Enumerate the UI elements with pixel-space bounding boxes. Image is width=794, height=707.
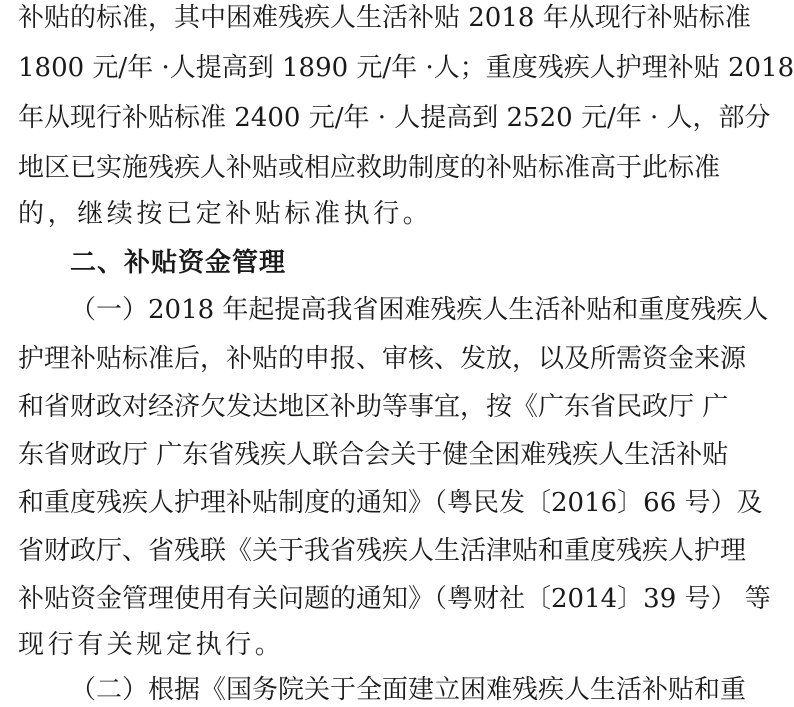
- text-line: （一）2018 年起提高我省困难残疾人生活补贴和重度残疾人: [70, 295, 769, 325]
- text-line: 省财政厅、省残联《关于我省残疾人生活津贴和重度残疾人护理: [18, 536, 747, 566]
- text-line: 和省财政对经济欠发达地区补助等事宜，按《广东省民政厅 广: [18, 392, 729, 422]
- text-line: 1800 元/年 ·人提高到 1890 元/年 ·人；重度残疾人护理补贴 2018: [18, 53, 794, 83]
- text-line: 补贴的标准，其中困难残疾人生活补贴 2018 年从现行补贴标准: [18, 3, 751, 33]
- text-line: 和重度残疾人护理补贴制度的通知》（粤民发〔2016〕66 号）及: [18, 488, 763, 518]
- text-line: 东省财政厅 广东省残疾人联合会关于健全困难残疾人生活补贴: [18, 440, 729, 470]
- text-line: 现行有关规定执行。: [18, 630, 285, 660]
- text-line: （二）根据《国务院关于全面建立困难残疾人生活补贴和重: [70, 675, 747, 705]
- text-line: 年从现行补贴标准 2400 元/年 · 人提高到 2520 元/年 · 人，部分: [18, 103, 771, 133]
- section-heading: 二、补贴资金管理: [70, 248, 287, 278]
- text-line: 补贴资金管理使用有关问题的通知》（粤财社〔2014〕39 号） 等: [18, 584, 771, 614]
- text-line: 护理补贴标准后，补贴的申报、审核、发放，以及所需资金来源: [18, 344, 747, 374]
- text-line: 的，继续按已定补贴标准执行。: [18, 199, 433, 229]
- text-line: 地区已实施残疾人补贴或相应救助制度的补贴标准高于此标准: [18, 153, 721, 183]
